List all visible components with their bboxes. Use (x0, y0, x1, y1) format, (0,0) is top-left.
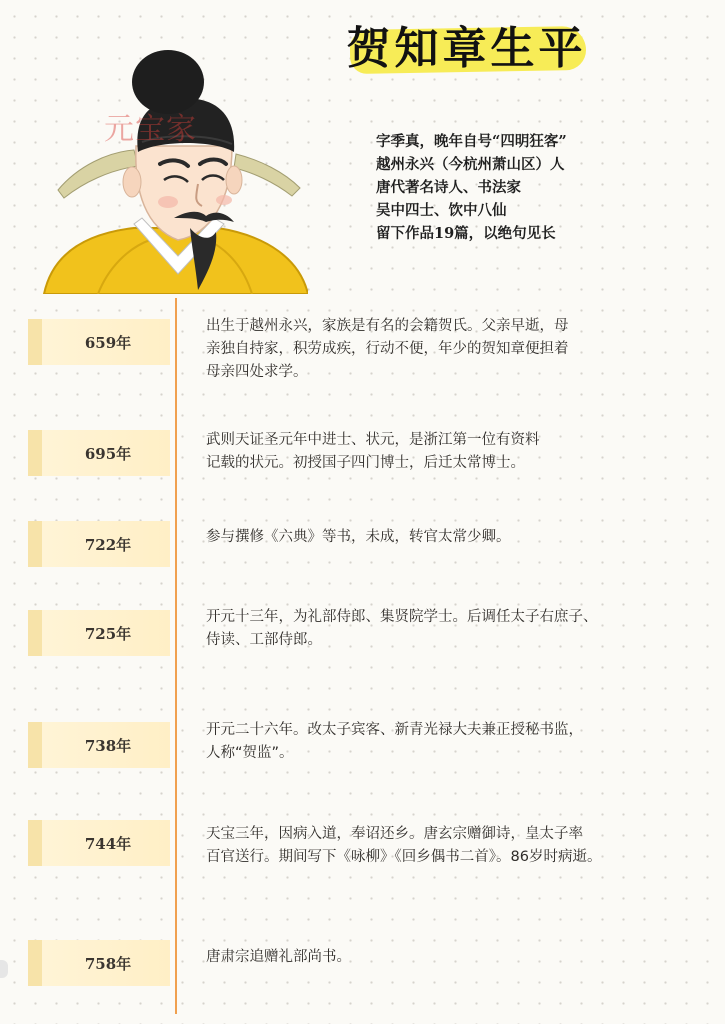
timeline-axis (175, 298, 177, 1014)
year-badge (28, 521, 170, 567)
intro-block (376, 130, 706, 245)
year-label: 758年 (84, 954, 132, 973)
intro-line: 留下作品19篇，以绝句见长 (376, 225, 556, 242)
event-description (206, 429, 686, 475)
event-line: 百官送行。期间写下《咏柳》《回乡偶书二首》。86岁时病逝。 (206, 849, 602, 865)
year-badge (28, 319, 170, 365)
event-line: 人称“贺监”。 (206, 745, 294, 761)
year-label: 738年 (84, 736, 132, 755)
page-title: 贺知章生平 (346, 23, 587, 74)
intro-line: 唐代著名诗人、书法家 (376, 179, 521, 196)
year-badge (28, 610, 170, 656)
year-badge (28, 820, 170, 866)
year-badge (28, 722, 170, 768)
event-description (206, 606, 686, 652)
event-description (206, 823, 686, 869)
event-line: 开元二十六年。改太子宾客、新青光禄大夫兼正授秘书监， (206, 722, 583, 738)
event-line: 唐肃宗追赠礼部尚书。 (206, 949, 351, 965)
event-line: 侍读、工部侍郎。 (206, 632, 322, 648)
event-line: 开元十三年，为礼部侍郎、集贤院学士。后调任太子右庶子、 (206, 609, 598, 625)
event-line: 母亲四处求学。 (206, 364, 308, 380)
event-description (206, 315, 686, 384)
scroll-handle[interactable] (0, 960, 8, 978)
event-line: 出生于越州永兴，家族是有名的会籍贺氏。父亲早逝，母 (206, 318, 569, 334)
title-block (344, 18, 589, 80)
year-label: 725年 (84, 624, 132, 643)
intro-line: 越州永兴（今杭州萧山区）人 (376, 156, 565, 173)
event-description (206, 946, 686, 969)
event-line: 记载的状元。初授国子四门博士，后迁太常博士。 (206, 455, 525, 471)
year-badge (28, 430, 170, 476)
event-description (206, 719, 686, 765)
intro-line: 吴中四士、饮中八仙 (376, 202, 507, 219)
watermark-text: 元宝家 (104, 112, 197, 147)
intro-line: 字季真，晚年自号“四明狂客” (376, 133, 567, 150)
portrait-illustration (38, 42, 308, 294)
year-label: 722年 (84, 535, 132, 554)
year-label: 744年 (84, 834, 132, 853)
event-line: 天宝三年，因病入道，奉诏还乡。唐玄宗赠御诗，皇太子率 (206, 826, 583, 842)
year-badge (28, 940, 170, 986)
event-line: 亲独自持家，积劳成疾，行动不便，年少的贺知章便担着 (206, 341, 569, 357)
year-label: 659年 (84, 333, 132, 352)
year-label: 695年 (84, 444, 132, 463)
event-line: 参与撰修《六典》等书，未成，转官太常少卿。 (206, 529, 511, 545)
event-line: 武则天证圣元年中进士、状元，是浙江第一位有资料 (206, 432, 540, 448)
event-description (206, 526, 686, 549)
